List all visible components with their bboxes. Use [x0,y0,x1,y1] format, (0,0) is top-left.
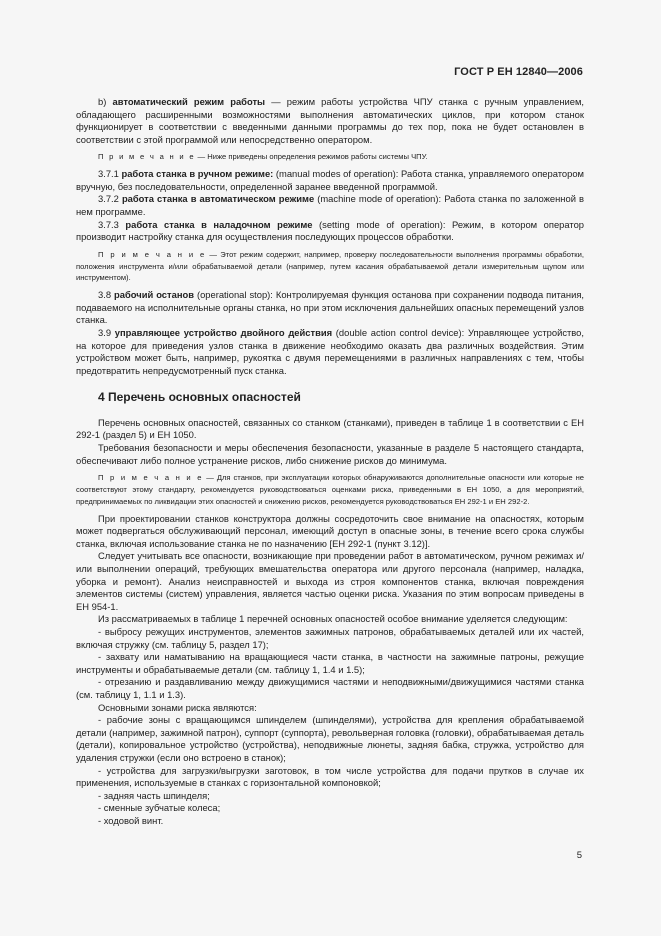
list-item: - задняя часть шпинделя; [98,789,210,801]
section-4-para-4: Следует учитывать все опасности, возникающие при проведении работ в автоматическом, ручном режимах и/или выполнении операций, требующих вмешательства оператора или другого персонала (например, наладка, уборка и ремонт). Анализ неисправностей и выхода из строя компонентов станка, включая повреждения элементов системы (систем) управления, является частью оценки риска. Указания по этим вопросам приведены в ЕН 954-1. [76,550,584,612]
term: работа станка в наладочном режиме [125,218,313,230]
note-label: П р и м е ч а н и е [98,152,196,162]
term: рабочий останов [114,289,194,301]
definition-3-9 [76,327,584,377]
definition-3-7-2 [76,193,584,218]
section-4-para-5: Из рассматриваемых в таблице 1 перечней основных опасностей особое внимание уделяется следующим: [98,613,568,625]
standard-header: ГОСТ Р ЕН 12840—2006 [454,66,583,78]
definition-3-7-3 [76,219,584,244]
section-4-para-1: Перечень основных опасностей, связанных со станком (станками), приведен в таблице 1 в соответствии с ЕН 292-1 (раздел 5) и ЕН 1050. [76,416,584,441]
definition-text: (setting mode of operation): Режим, в котором оператор производит настройку станка для осуществления последующих процессов обработки. [76,218,584,243]
section-4-para-3: При проектировании станков конструктора должны сосредоточить свое внимание на опасностях, которым может подвергаться обслуживающий персонал, имеющий доступ в опасные зоны, в течение всего срока службы станка, включая использование станка не по назначению [ЕН 292-1 (пункт 3.12)]. [76,512,584,549]
list-item: - сменные зубчатые колеса; [98,802,221,814]
section-4-para-2: Требования безопасности и меры обеспечения безопасности, указанные в разделе 5 настоящего стандарта, обеспечивают либо полное устранение рисков, либо снижение рисков до минимума. [76,442,584,466]
clause-number: 3.8 [98,289,112,301]
note-1 [76,151,584,163]
definition-text: — режим работы устройства ЧПУ станка с ручным управлением, обладающего расширенными возможностями выполнения автоматических циклов, при котором станок функционирует в соответствии с введенными данными программы до тех пор, пока не будет остановлен в соответствии с этой программой или непосредственно оператором. [76,96,584,145]
definition-text: (operational stop): Контролируемая функция останова при сохранении подвода питания, подаваемого на исполнительные органы станка, но при этом исключения дальнейших опасных перемещений узлов станка. [76,289,584,326]
page-content [76,96,584,827]
list-marker: b) [98,96,107,107]
list-item: - выбросу режущих инструментов, элементов зажимных патронов, обрабатываемых деталей или их частей, включая стружку (см. таблицу 5, раздел 17); [76,625,584,650]
clause-number: 3.7.3 [98,218,119,230]
note-text: — Ниже приведены определения режимов работы системы ЧПУ. [195,152,428,162]
definition-text: (double action control device): Управляющее устройство, на которое для приведения узлов станка в движение необходимо оказать два различных воздействия. Этим устройством может быть, например, рукоятка с двумя перемещениями в различных направлениях с тем, чтобы предотвратить непредусмотренный пуск станка. [76,326,585,376]
section-4-title: 4 Перечень основных опасностей [98,390,301,405]
para-b [76,96,584,146]
note-label: П р и м е ч а н и е [98,473,204,483]
note-label: П р и м е ч а н и е [98,249,207,259]
list-item: - устройства для загрузки/выгрузки заготовок, в том числе устройства для подачи прутков в случае их применения, используемые в станках с горизонтальной компоновкой; [76,764,584,789]
note-3 [76,472,584,507]
clause-number: 3.7.2 [98,193,119,205]
note-2 [76,249,584,284]
list-item: - захвату или наматыванию на вращающиеся части станка, в частности на зажимные патроны, режущие инструменты и обрабатываемые детали (см. таблицу 1, 1.4 и 1.5); [76,651,584,675]
definition-3-8 [76,289,584,327]
note-text: — Этот режим содержит, например, проверку последовательности выполнения программы обработки, положения инструмента и/или обрабатываемой детали (например, путем касания обрабатываемой детали измерительным щупом или инструментом). [76,249,584,283]
list-item: - ходовой винт. [98,814,164,826]
term: работа станка в ручном режиме: [121,168,274,180]
list-item: - отрезанию и раздавливанию между движущимися частями и неподвижными/движущимися частями станка (см. таблицу 1, 1.1 и 1.3). [76,676,584,700]
definition-text: (manual modes of operation): Работа станка, управляемого оператором вручную, без последовательности, определенной заранее введенной программой. [76,168,585,192]
definition-3-7-1 [76,168,584,193]
definition-text: (machine mode of operation): Работа станка по заложенной в нем программе. [76,193,584,217]
term: управляющее устройство двойного действия [114,326,333,338]
note-text: — Для станков, при эксплуатации которых обнаруживаются дополнительные опасности или которые не соответствуют этому стандарту, рекомендуется руководствоваться оценками риска, приведенными в ЕН 1050, а для мероприятий, предпринимаемых по ликвидации этих опасностей и снижению рисков, рекомендуется руководствоваться ЕН 292-1 и ЕН 292-2. [76,473,584,506]
clause-number: 3.9 [98,326,112,338]
term: автоматический режим работы [112,96,266,107]
page-number: 5 [576,850,582,861]
list-item: - рабочие зоны с вращающимся шпинделем (шпинделями), устройства для крепления обрабатываемой детали (например, зажимной патрон), суппорт (суппорта), револьверная головка (головки), обрабатываемая деталь (детали), копировальное устройство (устройства), неподвижные люнеты, задняя бабка, стружка, устройство для удаления стружки (если оно встроено в станок); [76,714,584,763]
section-4-para-6: Основными зонами риска являются: [98,701,257,713]
clause-number: 3.7.1 [98,168,119,180]
term: работа станка в автоматическом режиме [121,193,315,205]
